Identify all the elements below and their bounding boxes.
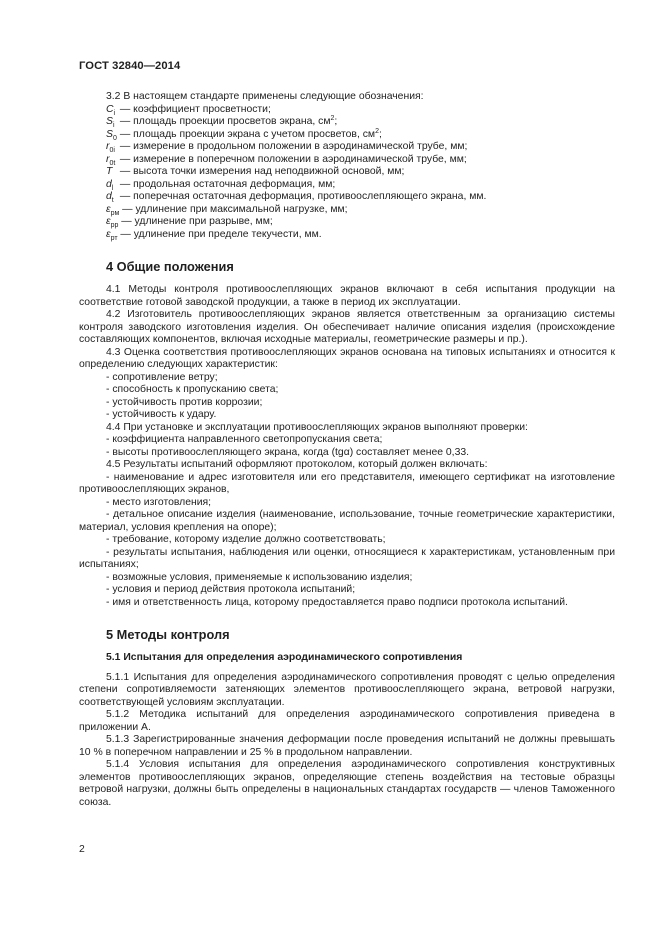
paragraph-4-5: 4.5 Результаты испытаний оформляют протоколом, который должен включать: [106, 459, 488, 470]
symbol: $r_{0i}$ [106, 141, 115, 154]
symbol: $d_t$ [106, 191, 114, 204]
list-item: - сопротивление ветру; [106, 371, 218, 383]
list-item: - коэффициента направленного светопропускания света; [106, 434, 383, 445]
paragraph-4-3: 4.3 Оценка соответствия противоослепляющих экранов основана на типовых испытаниях и относится к определению следующих характеристик: [79, 346, 615, 370]
paragraph-5-1-3: 5.1.3 Зарегистрированные значения деформации после проведения испытаний не должны превышать 10 % в поперечном направлении и 25 % в продольном направлении. [79, 734, 615, 758]
symbol-line: $d_t$ — поперечная остаточная деформация, противоослепляющего экрана, мм. [106, 191, 487, 204]
list-item: - устойчивость против коррозии; [106, 396, 263, 408]
symbol-line: $d_l$ — продольная остаточная деформация, мм; [106, 178, 336, 192]
list-item: - высоты противоослепляющего экрана, когда (tgα) составляет менее 0,33. [106, 446, 470, 458]
paragraph-4-4: 4.4 При установке и эксплуатации противоослепляющих экранов выполняют проверки: [106, 421, 528, 433]
symbol: T [106, 166, 113, 177]
symbols-intro: 3.2 В настоящем стандарте применены следующие обозначения: [106, 91, 424, 102]
symbol-line: $S_0$ — площадь проекции экрана с учетом просветов, $см^2$; [106, 127, 382, 142]
paragraph-4-1: 4.1 Методы контроля противоослепляющих экранов включают в себя испытания продукции на соответствие готовой заводской продукции, а также в период их эксплуатации. [79, 284, 615, 308]
symbol-line: T — высота точки измерения над неподвижной основой, мм; [106, 166, 405, 177]
symbol-line: $\varepsilon_{рр}$ — удлинение при разрыве, мм; [106, 216, 273, 229]
page-content [79, 91, 615, 809]
symbol: $\varepsilon_{рм}$ [106, 203, 120, 217]
page-number: 2 [79, 844, 85, 855]
symbol: $\varepsilon_{рр}$ [106, 216, 119, 229]
standard-header: ГОСТ 32840—2014 [79, 60, 181, 72]
symbol-line: $C_i$ — коэффициент просветности; [106, 103, 271, 117]
symbol: $r_{0t}$ [106, 153, 116, 167]
symbol-line: $S_i$ — площадь проекции просветов экрана, $см^2$; [106, 115, 338, 129]
symbol-line: $\varepsilon_{рт}$ — удлинение при пределе текучести, мм. [106, 228, 322, 242]
symbol: $S_0$ [106, 128, 117, 142]
symbol-line: $r_{0i}$ — измерение в продольном положении в аэродинамической трубе, мм; [106, 141, 468, 154]
symbols-list [79, 104, 615, 242]
list-item: - устойчивость к удару. [106, 409, 217, 420]
list-item: - наименование и адрес изготовителя или его представителя, имеющего сертификат на изготовление противоослепляющих экранов, [79, 471, 615, 495]
paragraph-5-1-1: 5.1.1 Испытания для определения аэродинамического сопротивления проводят с целью определения степени сопротивляемости затеняющих элементов противоослепляющего экрана, ветровой нагрузки, соответствующей условиям эксплуатации. [79, 671, 615, 708]
symbol: $d_l$ [106, 178, 114, 192]
list-item: - условия и период действия протокола испытаний; [106, 584, 356, 595]
symbol-line: $\varepsilon_{рм}$ — удлинение при максимальной нагрузке, мм; [106, 203, 348, 217]
symbol-line: $r_{0t}$ — измерение в поперечном положении в аэродинамической трубе, мм; [106, 153, 467, 167]
list-item: - детальное описание изделия (наименование, использование, точные геометрические характеристики, материал, условия крепления на опоре); [79, 509, 615, 533]
list-item: - имя и ответственность лица, которому предоставляется право подписи протокола испытаний. [106, 596, 568, 608]
symbol: $S_i$ [106, 116, 115, 129]
symbol: $C_i$ [106, 103, 116, 117]
list-item: - возможные условия, применяемые к использованию изделия; [106, 571, 413, 583]
section-5-title: 5 Методы контроля [106, 627, 230, 642]
list-item: - результаты испытания, наблюдения или оценки, относящиеся к характеристикам, установленным при испытаниях; [79, 546, 615, 570]
paragraph-5-1-4: 5.1.4 Условия испытания для определения аэродинамического сопротивления конструктивных элементов противоослепляющих экранов, определяющие степень воздействия на тестовые образцы ветровой нагрузки, должны быть определены в национальных стандартах государств — членов Таможенного союза. [79, 759, 615, 808]
section-4-title: 4 Общие положения [106, 259, 234, 274]
list-item: - место изготовления; [106, 496, 212, 508]
paragraph-4-2: 4.2 Изготовитель противоослепляющих экранов является ответственным за организацию системы контроля заводского изготовления изделия. Он обеспечивает наличие описания изделия (происхождение составляющих компонентов, включая исходные материалы, геометрические размеры и пр.). [79, 309, 615, 345]
paragraph-5-1-2: 5.1.2 Методика испытаний для определения аэродинамического сопротивления приведена в приложении А. [79, 709, 615, 733]
list-item: - требование, которому изделие должно соответствовать; [106, 534, 386, 545]
symbol: $\varepsilon_{рт}$ [106, 228, 118, 242]
list-item: - способность к пропусканию света; [106, 384, 279, 395]
subsection-5-1-title: 5.1 Испытания для определения аэродинамического сопротивления [106, 652, 463, 663]
